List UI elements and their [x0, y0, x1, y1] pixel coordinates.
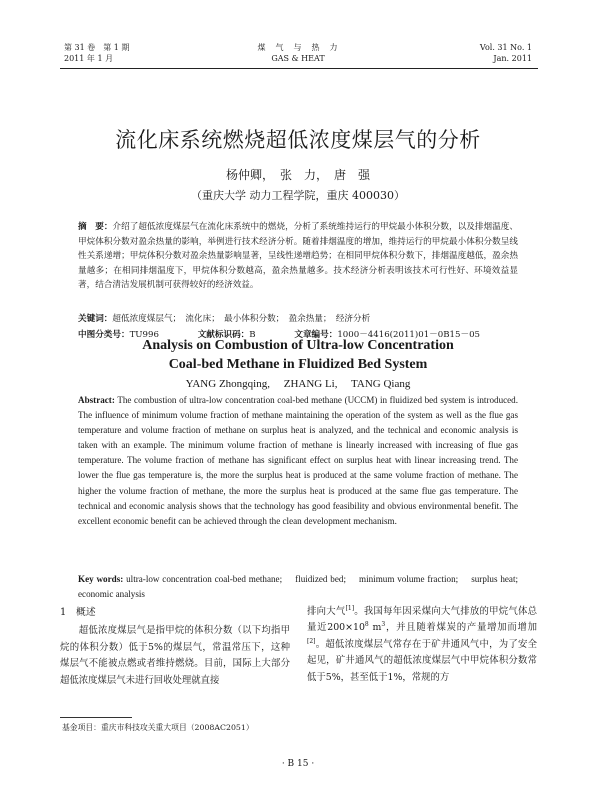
- body-text: m: [368, 622, 382, 634]
- title-en-line1: Analysis on Combustion of Ultra-low Concentration: [142, 338, 454, 353]
- body-text: 。超低浓度煤层气常存在于矿井通风气中，为了安全起见，矿井通风气的超低浓度煤层气中甲烷体积分数常低于5%，甚至低于1%，常规的方: [307, 638, 537, 683]
- journal-volume-en: [480, 42, 532, 64]
- article-label: 文章编号：: [294, 330, 338, 340]
- keywords-label-cn: 关键词：: [78, 314, 113, 324]
- body-text: 。我国每年因采煤向大气排放的甲烷气体总量近200×10: [307, 606, 537, 634]
- keywords-label-en: Key words:: [78, 574, 124, 584]
- keywords-text-cn: 超低浓度煤层气； 流化床； 最小体积分数； 盈余热量； 经济分析: [112, 314, 371, 324]
- title-en-line2: Coal-bed Methane in Fluidized Bed System: [168, 357, 428, 372]
- header-rule: [60, 68, 538, 69]
- affiliation-cn: （重庆大学 动力工程学院，重庆 400030）: [191, 189, 405, 202]
- article-value: 1000－4416(2011)01－0B15－05: [337, 330, 481, 340]
- page-number: · B 15 ·: [281, 759, 315, 769]
- authors-en: YANG Zhongqing, ZHANG Li, TANG Qiang: [185, 378, 411, 390]
- journal-name-cn: 煤 气 与 热 力: [257, 43, 339, 52]
- abstract-en: [78, 393, 518, 529]
- intro-paragraph: 超低浓度煤层气是指甲烷的体积分数（以下均指甲烷的体积分数）低于5%的煤层气，常温常压下，这种煤层气不能被点燃或者维持燃烧。目前，国际上大部分超低浓度煤层气未进行回收处理就直接: [60, 625, 290, 686]
- doc-code-label: 文献标识码：: [197, 330, 250, 340]
- funding-footnote: 基金项目：重庆市科技攻关重大项目（2008AC2051）: [62, 723, 254, 732]
- exponent: 3: [381, 621, 386, 629]
- abstract-text-cn: 介绍了超低浓度煤层气在流化床系统中的燃烧，分析了系统维持运行的甲烷最小体积分数，以及排烟温度、甲烷体积分数对盈余热量的影响，举例进行技术经济分析。随着排烟温度的增加，维持运行的甲烷最小体积分数呈线性关系递增；甲烷体积分数对盈余热量影响显著，呈线性递增趋势；在相同甲烷体积分数下，排烟温度越低，盈余热量越多；在相同排烟温度下，甲烷体积分数越高，盈余热量越多。技术经济分析表明该技术可行性好、环境效益显著，结合清洁发展机制可获得较好的经济效益。: [78, 222, 518, 291]
- keywords-text-en: ultra-low concentration coal-bed methane; fluidized bed; minimum volume fraction; surplus heat; economic analysis: [78, 574, 530, 600]
- abstract-label-en: Abstract:: [78, 395, 115, 405]
- body-column-right: [307, 604, 537, 686]
- abstract-cn: [78, 220, 518, 293]
- section-heading: 1 概述: [60, 607, 96, 618]
- body-column-left: [60, 605, 290, 689]
- volume-issue-en: Vol. 31 No. 1: [479, 43, 532, 52]
- abstract-label-cn: 摘 要：: [78, 222, 113, 232]
- body-text: ，并且随着煤炭的产量增加而增加: [385, 622, 537, 634]
- footnote-rule: [60, 717, 132, 718]
- clc-value: TU996: [129, 330, 159, 340]
- exponent: 8: [364, 621, 369, 629]
- date-en: Jan. 2011: [493, 54, 532, 63]
- keywords-cn: [78, 312, 518, 327]
- date-cn: 2011 年 1 月: [64, 54, 114, 63]
- doc-code-value: B: [249, 330, 256, 340]
- paper-title-en: [0, 336, 596, 374]
- keywords-en: [78, 572, 530, 602]
- clc-label: 中图分类号：: [78, 330, 130, 340]
- citation-ref: [2]: [307, 637, 316, 645]
- authors-cn: 杨仲卿， 张 力， 唐 强: [225, 168, 370, 182]
- body-text: 排向大气: [307, 606, 346, 617]
- paper-title-cn: 流化床系统燃烧超低浓度煤层气的分析: [115, 128, 481, 152]
- journal-name-en: GAS & HEAT: [271, 54, 325, 63]
- volume-issue-cn: 第 31 卷 第 1 期: [64, 43, 130, 52]
- citation-ref: [1]: [345, 604, 355, 612]
- abstract-text-en: The combustion of ultra-low concentration coal-bed methane (UCCM) in fluidized bed system is introduced. The influence of minimum volume fraction of methane maintaining the operation of the system as well as the flue gas temperature and volume fraction of methane on surplus heat is analyzed, and the technical and economic analysis is taken with an example. The minimum volume fraction of methane is linearly increased with increasing of flue gas temperature. The volume fraction of methane has significant effect on surplus heat with linear increasing trend. The lower the flue gas temperature is, the more the surplus heat is produced at the same volume fraction of methane. The higher the volume fraction of methane, the more the surplus heat is produced at the same flue gas temperature. The technical and economic analysis shows that the technology has good feasibility and obvious environmental benefit. The excellent economic benefit can be achieved through the clean development mechanism.: [78, 395, 519, 526]
